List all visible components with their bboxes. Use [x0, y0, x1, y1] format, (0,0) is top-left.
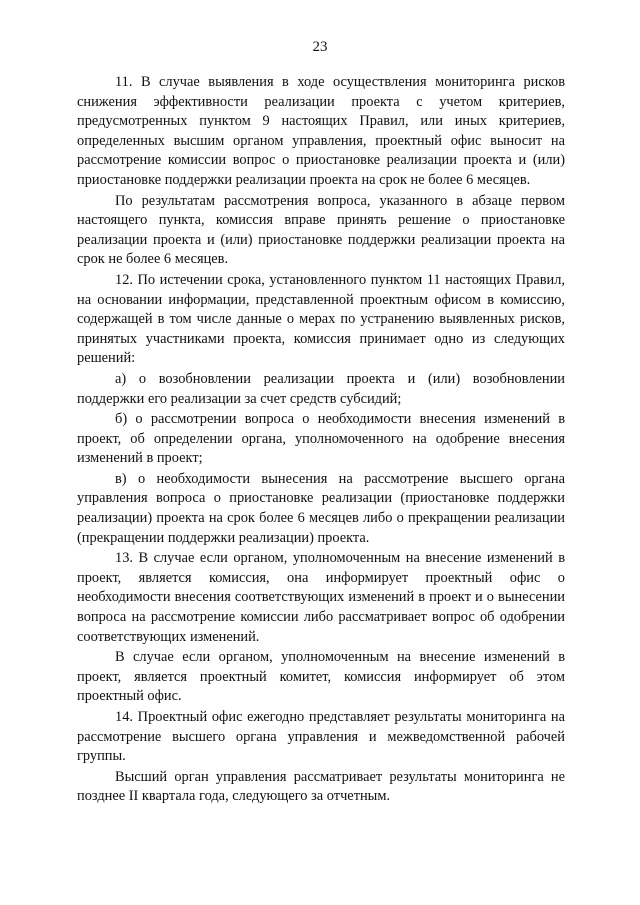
- document-body: [77, 73, 565, 808]
- paragraph-12-item-v: в) о необходимости вынесения на рассмотрение высшего органа управления вопроса о приостановке реализации (приостановке поддержки реализации) проекта на срок более 6 месяцев либо о прекращении реализации (прекращении поддержки реализации) проекта.: [77, 470, 565, 546]
- paragraph-12: 12. По истечении срока, установленного пунктом 11 настоящих Правил, на основании информации, представленной проектным офисом в комиссию, содержащей в том числе данные о мерах по устранению выявленных рисков, принятых участниками проекта, комиссия принимает одно из следующих решений:: [77, 271, 565, 367]
- paragraph-11-review-result: По результатам рассмотрения вопроса, указанного в абзаце первом настоящего пункта, комиссия вправе принять решение о приостановке реализации проекта и (или) приостановке поддержки реализации проекта на срок не более 6 месяцев.: [77, 192, 565, 268]
- paragraph-13-project-committee: В случае если органом, уполномоченным на внесение изменений в проект, является проектный комитет, комиссия информирует об этом проектный офис.: [77, 649, 565, 705]
- paragraph-12-item-b: б) о рассмотрении вопроса о необходимости внесения изменений в проект, об определении органа, уполномоченного на одобрение внесения изменений в проект;: [77, 411, 565, 467]
- paragraph-11: 11. В случае выявления в ходе осуществления мониторинга рисков снижения эффективности реализации проекта с учетом критериев, предусмотренных пунктом 9 настоящих Правил, или иных критериев, определенных высшим органом управления, проектный офис выносит на рассмотрение комиссии вопрос о приостановке реализации проекта и (или) приостановке поддержки реализации проекта на срок не более 6 месяцев.: [77, 74, 565, 188]
- paragraph-12-item-a: а) о возобновлении реализации проекта и (или) возобновлении поддержки его реализации за счет средств субсидий;: [77, 370, 565, 407]
- paragraph-13: 13. В случае если органом, уполномоченным на внесение изменений в проект, является комиссия, она информирует проектный офис о необходимости внесения соответствующих изменений в проект и о вынесении вопроса на рассмотрение комиссии либо рассматривает вопрос об одобрении соответствующих изменений.: [77, 550, 565, 645]
- paragraph-14: 14. Проектный офис ежегодно представляет результаты мониторинга на рассмотрение высшего органа управления и межведомственной рабочей группы.: [77, 709, 565, 765]
- page-number: 23: [312, 39, 328, 55]
- paragraph-14-review-deadline: Высший орган управления рассматривает результаты мониторинга не позднее II квартала года, следующего за отчетным.: [77, 768, 565, 805]
